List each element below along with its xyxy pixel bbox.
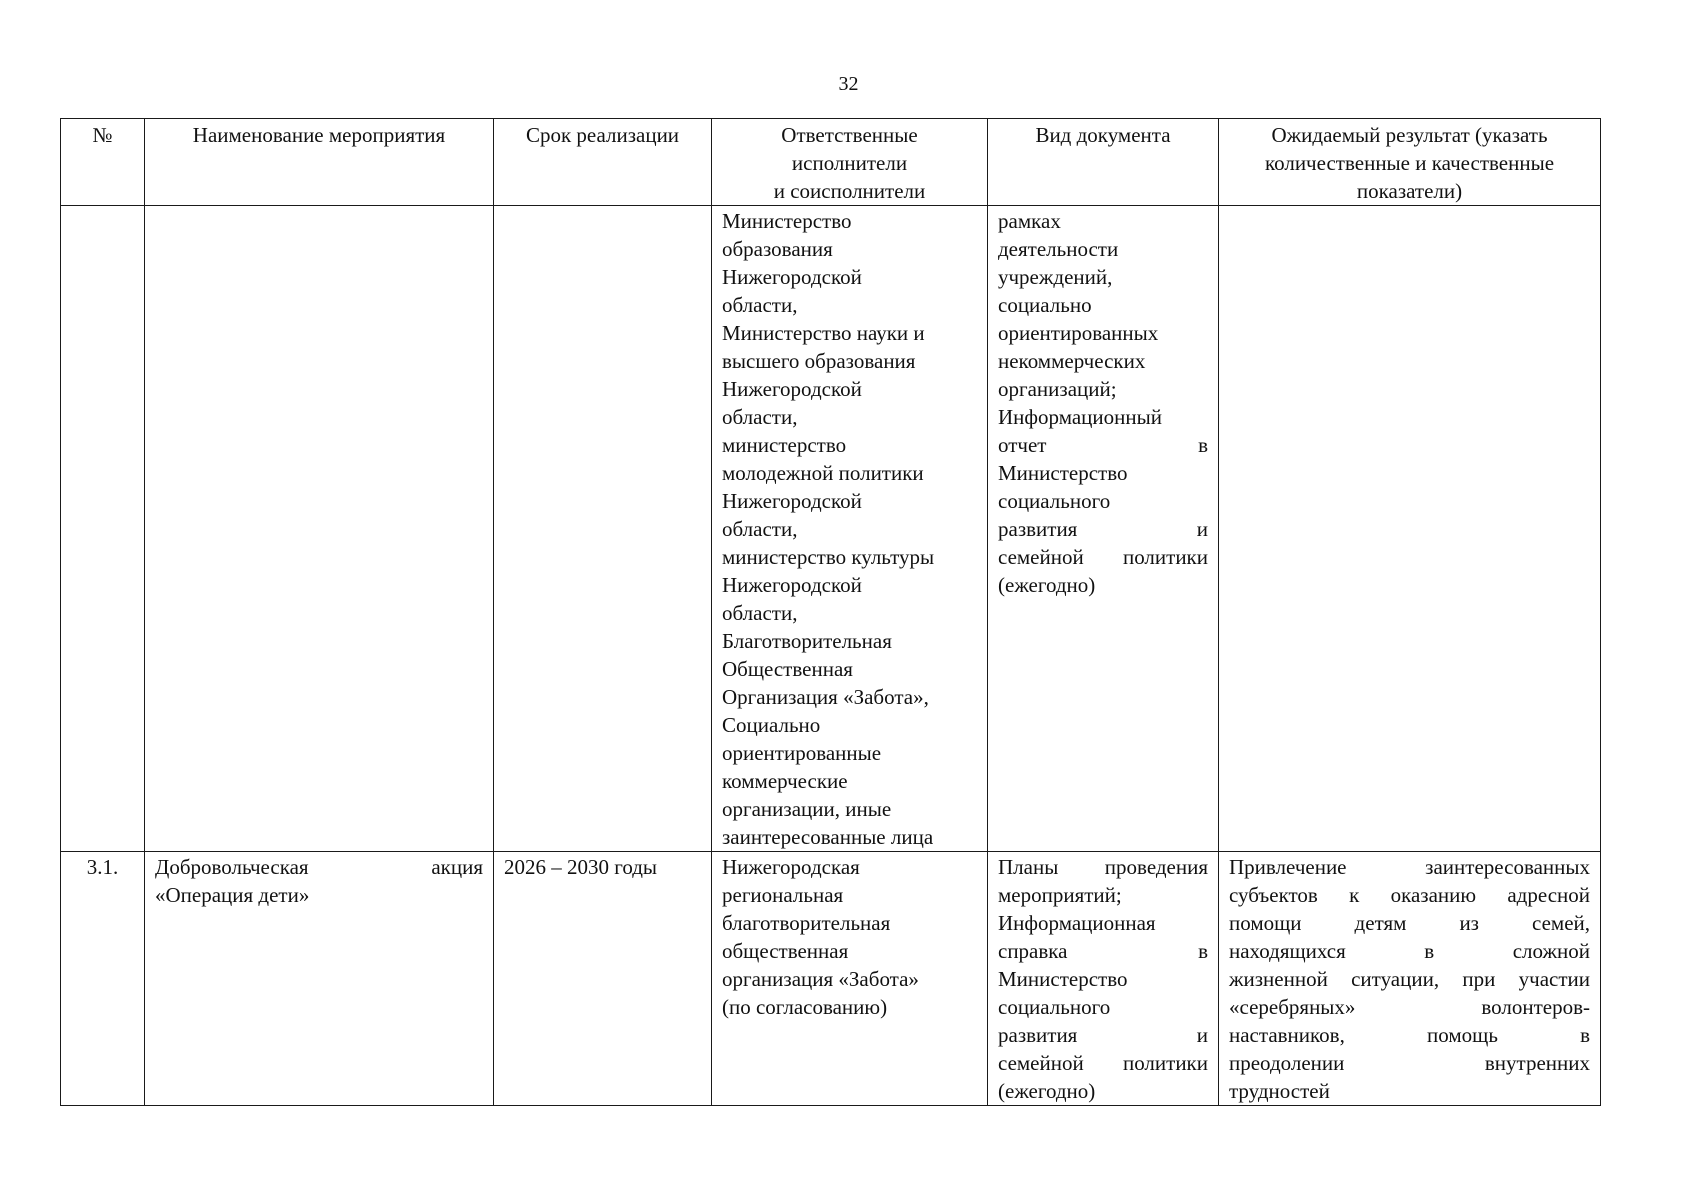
header-term: Срок реализации [494,119,712,206]
table-row-continuation [61,206,1601,852]
cell-num [61,206,145,852]
header-name: Наименование мероприятия [145,119,494,206]
events-table [60,118,1601,1106]
table-row-3-1 [61,852,1601,1106]
header-num: № [61,119,145,206]
cell-result [1219,206,1601,852]
header-doc-type: Вид документа [988,119,1219,206]
cell-responsible: Нижегородская региональная благотворительная общественная организация «Забота» (по согласованию) [712,852,988,1106]
cell-num: 3.1. [61,852,145,1106]
cell-name: Добровольческая акция «Операция дети» [145,852,494,1106]
header-responsible: Ответственные исполнители и соисполнители [712,119,988,206]
table-header-row [61,119,1601,206]
header-result: Ожидаемый результат (указать количественные и качественные показатели) [1219,119,1601,206]
page-number: 32 [838,73,859,95]
cell-doc-type: рамках деятельности учреждений, социально ориентированных некоммерческих организаций; Информационный отчет в Министерство социального развития и семейной политики (ежегодно) [988,206,1219,852]
cell-result: Привлечение заинтересованных субъектов к оказанию адресной помощи детям из семей, находящихся в сложной жизненной ситуации, при участии «серебряных» волонтеров- наставников, помощь в преодолении внутренних трудностей [1219,852,1601,1106]
cell-term: 2026 – 2030 годы [494,852,712,1106]
cell-responsible: Министерство образования Нижегородской области, Министерство науки и высшего образования Нижегородской области, министерство молодежной политики Нижегородской области, министерство культуры Нижегородской области, Благотворительная Общественная Организация «Забота», Социально ориентированные коммерческие организации, иные заинтересованные лица [712,206,988,852]
cell-term [494,206,712,852]
cell-name [145,206,494,852]
cell-doc-type: Планы проведения мероприятий; Информационная справка в Министерство социального развития и семейной политики (ежегодно) [988,852,1219,1106]
